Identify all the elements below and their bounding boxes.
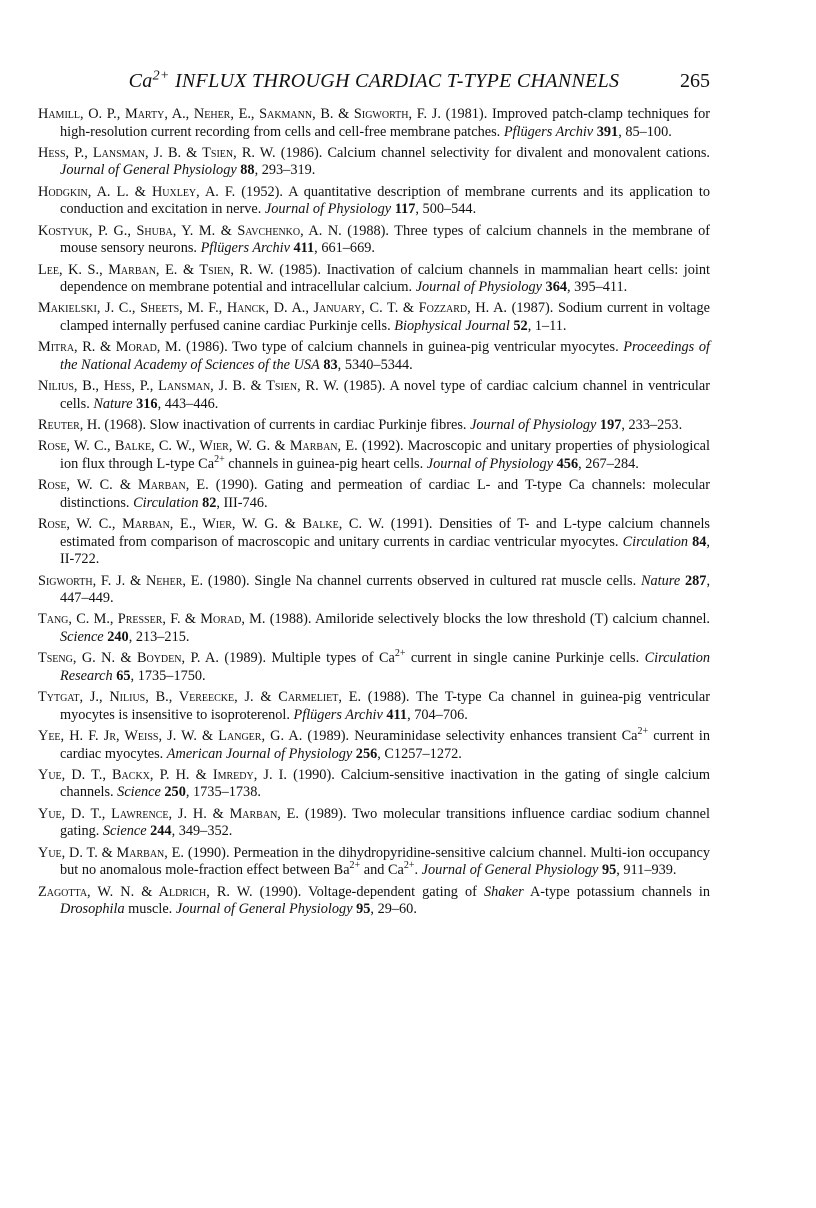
reference-pages: , 911–939. — [616, 862, 677, 879]
reference-authors: Lee, K. S., Marban, E. & Tsien, R. W. — [38, 261, 274, 278]
reference-entry — [38, 417, 710, 435]
reference-volume: 88 — [240, 162, 255, 179]
reference-authors: Tytgat, J., Nilius, B., Vereecke, J. & Carmeliet, E. — [38, 689, 362, 706]
reference-title: Macroscopic and unitary properties of physiological ion flux through L-type Ca — [60, 438, 710, 472]
running-title — [38, 70, 710, 93]
reference-year: (1980). — [203, 572, 250, 589]
reference-journal: Journal of Physiology — [264, 201, 392, 218]
reference-pages: , 443–446. — [157, 395, 219, 412]
reference-entry — [38, 516, 710, 569]
reference-title: Inactivation of calcium channels in mammalian heart cells: joint dependence on membrane potential and intracellular calcium. — [60, 261, 711, 296]
reference-year: (1988). — [341, 222, 389, 239]
reference-volume: 364 — [545, 279, 567, 296]
reference-pages: , 233–253. — [621, 417, 683, 433]
reference-title: Two type of calcium channels in guinea-pig ventricular myocytes. — [227, 339, 624, 356]
reference-authors: Hamill, O. P., Marty, A., Neher, E., Sakmann, B. & Sigworth, F. J. — [38, 106, 441, 122]
reference-journal: American Journal of Physiology — [166, 745, 353, 762]
reference-title-cont: muscle. — [124, 901, 176, 918]
reference-title: A quantitative description of membrane currents and its application to conduction and excitation in nerve. — [60, 183, 711, 218]
reference-superscript: 2+ — [403, 860, 415, 872]
reference-year: (1988). — [265, 611, 312, 628]
reference-year: (1992). — [357, 438, 404, 455]
reference-title: Two molecular transitions influence cardiac sodium channel gating. — [60, 805, 710, 840]
reference-title-cont: A-type potassium channels in — [523, 883, 711, 900]
running-title-ca: Ca — [128, 70, 153, 92]
reference-title-italic: Drosophila — [60, 901, 125, 918]
reference-authors: Nilius, B., Hess, P., Lansman, J. B. & Tsien, R. W. — [38, 378, 339, 395]
reference-entry — [38, 477, 710, 512]
reference-entry — [38, 300, 710, 335]
reference-volume: 82 — [202, 494, 217, 511]
reference-year: (1952). — [235, 183, 283, 200]
reference-title: Sodium current in voltage clamped internally perfused canine cardiac Purkinje cells. — [60, 300, 710, 334]
reference-pages: , 1735–1750. — [130, 667, 206, 684]
reference-authors: Rose, W. C., Marban, E., Wier, W. G. & Balke, C. W. — [38, 516, 385, 533]
reference-entry — [38, 845, 710, 880]
reference-journal: Pflügers Archiv — [293, 706, 383, 723]
reference-entry — [38, 573, 710, 608]
running-title-sup: 2+ — [152, 68, 170, 84]
reference-volume: 95 — [601, 862, 617, 879]
reference-title: Gating and permeation of cardiac L- and T-type Ca channels: molecular distinctions. — [60, 477, 711, 511]
reference-year: (1985). — [338, 378, 386, 395]
reference-pages: , 85–100. — [618, 123, 672, 140]
reference-volume: 84 — [692, 533, 707, 550]
reference-authors: Kostyuk, P. G., Shuba, Y. M. & Savchenko, A. N. — [38, 222, 342, 239]
reference-volume: 316 — [136, 395, 158, 412]
reference-superscript: 2+ — [214, 454, 225, 466]
reference-title: Improved patch-clamp techniques for high-resolution current recording from cells and cell-free membrane patches. — [60, 106, 711, 140]
reference-journal: Science — [60, 628, 104, 645]
reference-pages: , 1735–1738. — [185, 784, 261, 801]
reference-year: (1990). — [184, 844, 230, 861]
reference-authors: Tang, C. M., Presser, F. & Morad, M. — [38, 611, 266, 628]
reference-volume: 250 — [164, 784, 186, 801]
reference-entry — [38, 378, 710, 413]
reference-authors: Makielski, J. C., Sheets, M. F., Hanck, D. A., January, C. T. & Fozzard, H. A. — [38, 300, 507, 317]
reference-authors: Hodgkin, A. L. & Huxley, A. F. — [38, 183, 236, 200]
reference-entry — [38, 767, 710, 802]
reference-journal: Journal of General Physiology — [60, 162, 237, 179]
reference-title: Calcium-sensitive inactivation in the gating of single calcium channels. — [60, 766, 711, 801]
reference-entry — [38, 106, 710, 141]
reference-pages: , 395–411. — [567, 279, 628, 296]
reference-year: (1986). — [275, 144, 323, 161]
reference-journal: Journal of General Physiology — [175, 901, 353, 918]
reference-year: (1991). — [384, 516, 433, 533]
reference-title: Calcium channel selectivity for divalent and monovalent cations. — [322, 144, 710, 161]
reference-authors: Rose, W. C. & Marban, E. — [38, 477, 209, 494]
reference-pages: , C1257–1272. — [377, 745, 462, 762]
reference-entry — [38, 689, 710, 724]
reference-entry — [38, 884, 710, 919]
reference-entry — [38, 184, 710, 219]
reference-year: (1981). — [440, 106, 488, 122]
reference-title: Amiloride selectively blocks the low threshold (T) calcium channel. — [311, 611, 711, 628]
reference-title: Single Na channel currents observed in cultured rat muscle cells. — [249, 572, 641, 589]
reference-journal: Biophysical Journal — [394, 317, 510, 334]
page-number: 265 — [680, 70, 710, 92]
running-header — [38, 70, 710, 94]
reference-entry — [38, 339, 710, 374]
reference-pages: , 5340–5344. — [337, 356, 413, 373]
reference-volume: 197 — [599, 417, 622, 433]
reference-list — [38, 106, 710, 922]
reference-journal: Pflügers Archiv — [200, 240, 290, 257]
reference-volume: 244 — [150, 823, 172, 840]
reference-year: (1985). — [273, 261, 321, 278]
reference-pages: , 267–284. — [578, 455, 639, 472]
reference-volume: 411 — [293, 240, 315, 257]
reference-title: Multiple types of Ca — [266, 650, 395, 667]
reference-authors: Zagotta, W. N. & Aldrich, R. W. — [38, 883, 253, 900]
reference-pages: , 447–449. — [60, 572, 711, 607]
reference-year: (1968). — [100, 417, 147, 433]
reference-journal: Circulation — [622, 533, 689, 550]
reference-authors: Sigworth, F. J. & Neher, E. — [38, 572, 204, 589]
reference-year: (1990). — [208, 477, 258, 494]
reference-volume: 456 — [556, 455, 579, 472]
reference-title: The T-type Ca channel in guinea-pig ventricular myocytes is insensitive to isoproterenol. — [60, 689, 710, 723]
reference-title: Voltage-dependent gating of — [301, 883, 484, 900]
reference-journal: Journal of Physiology — [426, 455, 554, 472]
reference-volume: 65 — [116, 667, 131, 684]
reference-journal: Journal of Physiology — [415, 279, 542, 296]
reference-authors: Yue, D. T. & Marban, E. — [38, 844, 184, 861]
reference-pages: , 213–215. — [128, 628, 190, 645]
reference-entry — [38, 262, 710, 297]
reference-authors: Yue, D. T., Backx, P. H. & Imredy, J. I. — [38, 766, 287, 783]
reference-pages: , 293–319. — [254, 162, 316, 179]
reference-superscript: 2+ — [349, 860, 361, 872]
reference-pages: , 29–60. — [370, 901, 417, 918]
reference-volume: 256 — [355, 745, 378, 762]
reference-pages: , 349–352. — [171, 823, 233, 840]
reference-pages: , II-722. — [60, 533, 710, 568]
reference-title: A novel type of cardiac calcium channel in ventricular cells. — [60, 378, 711, 412]
reference-title-cont: . — [414, 862, 422, 879]
reference-entry — [38, 438, 710, 473]
reference-title-cont: and Ca — [360, 862, 404, 879]
reference-volume: 117 — [394, 201, 416, 218]
reference-volume: 95 — [356, 901, 371, 918]
reference-journal: Science — [117, 784, 161, 801]
reference-superscript: 2+ — [394, 648, 406, 660]
reference-journal: Circulation — [133, 494, 199, 511]
reference-superscript: 2+ — [637, 726, 649, 738]
reference-year: (1987). — [506, 300, 554, 317]
reference-authors: Yue, D. T., Lawrence, J. H. & Marban, E. — [38, 805, 299, 822]
reference-volume: 391 — [596, 123, 619, 140]
reference-authors: Reuter, H. — [38, 417, 101, 433]
reference-journal: Proceedings of the National Academy of Sciences of the USA — [60, 339, 710, 373]
reference-entry — [38, 806, 710, 841]
reference-journal: Nature — [640, 572, 681, 589]
reference-journal: Journal of General Physiology — [421, 862, 599, 879]
reference-journal: Pflügers Archiv — [503, 123, 594, 140]
reference-title-cont: current in cardiac myocytes. — [60, 728, 710, 762]
reference-entry — [38, 611, 710, 646]
reference-entry — [38, 145, 710, 180]
reference-volume: 411 — [386, 706, 408, 723]
reference-title-italic: Shaker — [483, 883, 524, 900]
reference-volume: 52 — [513, 317, 528, 334]
reference-volume: 240 — [107, 628, 129, 645]
reference-volume: 83 — [323, 356, 338, 373]
reference-year: (1989). — [299, 805, 347, 822]
reference-authors: Hess, P., Lansman, J. B. & Tsien, R. W. — [38, 144, 276, 161]
reference-title: Slow inactivation of currents in cardiac Purkinje fibres. — [146, 417, 471, 433]
reference-year: (1990). — [286, 766, 335, 783]
running-title-text: INFLUX THROUGH CARDIAC T-TYPE CHANNELS — [169, 70, 620, 92]
reference-authors: Rose, W. C., Balke, C. W., Wier, W. G. & Marban, E. — [38, 438, 358, 455]
reference-pages: , 704–706. — [407, 706, 468, 723]
reference-title-cont: channels in guinea-pig heart cells. — [224, 455, 427, 472]
reference-pages: , III-746. — [216, 494, 268, 511]
reference-volume: 287 — [684, 572, 707, 589]
reference-pages: , 1–11. — [527, 317, 567, 334]
reference-title: Densities of T- and L-type calcium channels estimated from comparison of macroscopic and unitary currents in cardiac ventricular myocytes. — [60, 516, 710, 550]
reference-title: Three types of calcium channels in the membrane of mouse sensory neurons. — [60, 222, 710, 257]
reference-year: (1988). — [361, 689, 410, 706]
reference-year: (1989). — [218, 650, 267, 667]
reference-year: (1990). — [252, 883, 302, 900]
reference-entry — [38, 650, 710, 685]
reference-authors: Mitra, R. & Morad, M. — [38, 339, 182, 356]
reference-year: (1986). — [181, 339, 228, 356]
reference-authors: Yee, H. F. Jr, Weiss, J. W. & Langer, G. A. — [38, 728, 303, 744]
reference-title: Permeation in the dihydropyridine-sensitive calcium channel. Multi-ion occupancy but no anomalous mole-fraction effect between Ba — [60, 844, 710, 879]
reference-pages: , 661–669. — [314, 240, 375, 257]
reference-journal: Journal of Physiology — [470, 417, 597, 433]
reference-authors: Tseng, G. N. & Boyden, P. A. — [38, 650, 219, 667]
reference-entry — [38, 728, 710, 763]
reference-journal: Nature — [93, 395, 133, 412]
reference-title: Neuraminidase selectivity enhances transient Ca — [349, 728, 638, 744]
reference-journal: Science — [102, 823, 147, 840]
reference-entry — [38, 223, 710, 258]
reference-year: (1989). — [302, 728, 350, 744]
reference-pages: , 500–544. — [415, 201, 477, 218]
reference-journal: Circulation Research — [60, 650, 710, 684]
reference-title-cont: current in single canine Purkinje cells. — [405, 650, 645, 667]
